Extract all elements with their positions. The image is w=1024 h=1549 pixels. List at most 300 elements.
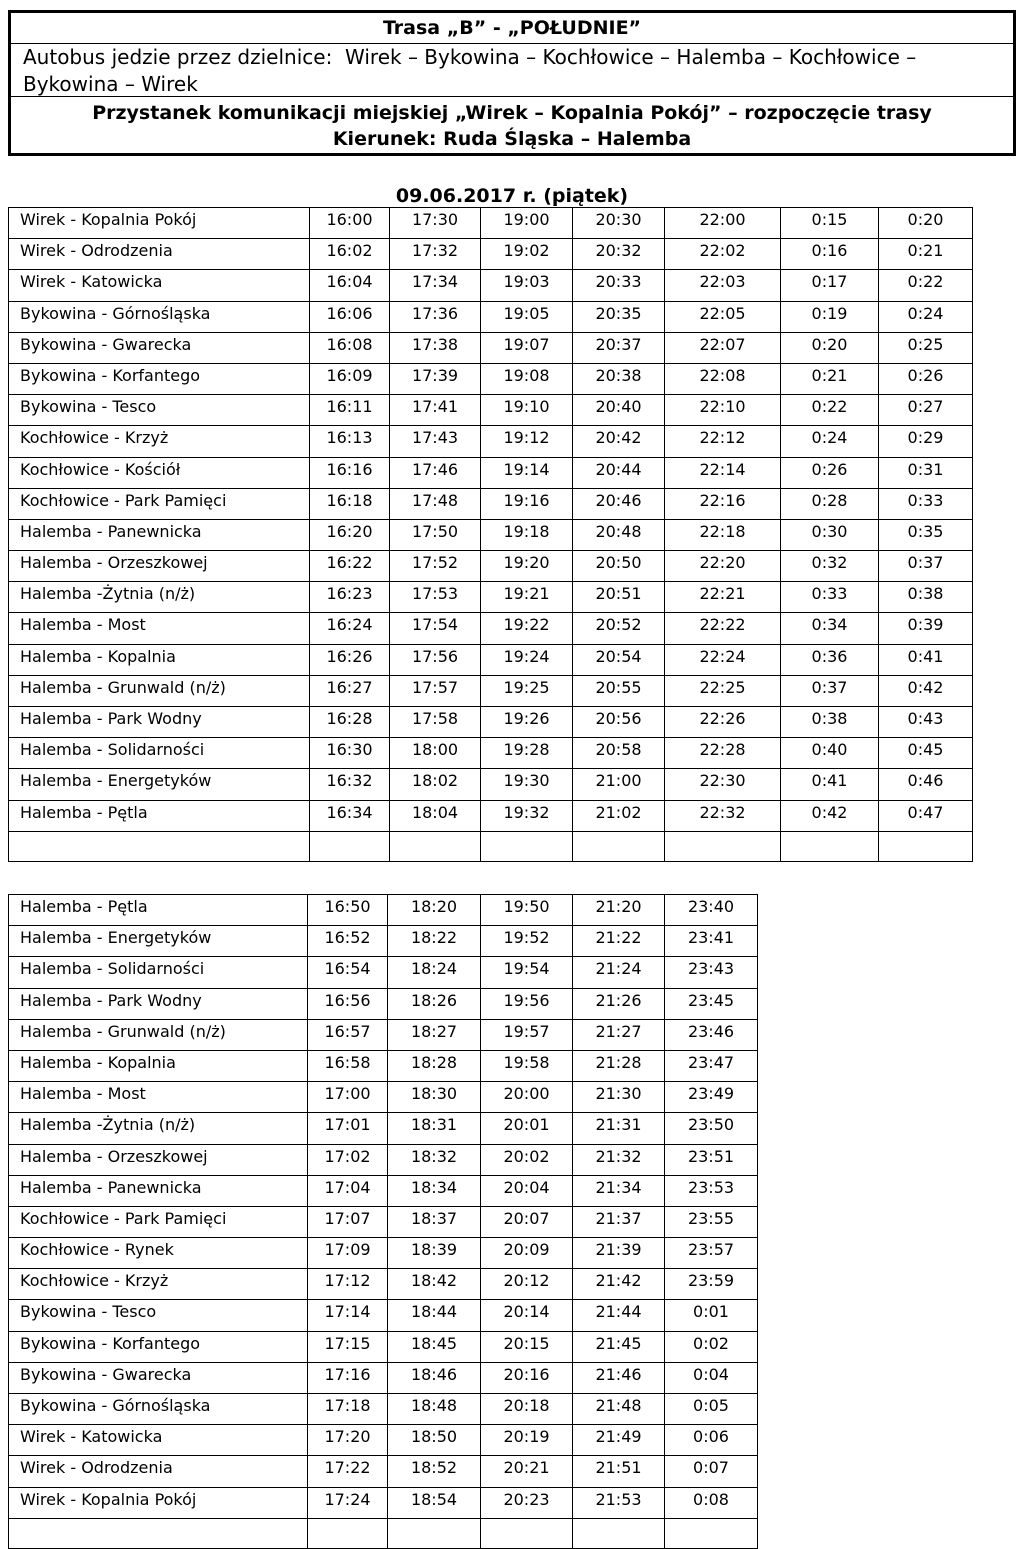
departure-time-cell: 17:50 [390,519,481,550]
route-header [8,10,1016,156]
departure-time-cell: 19:12 [481,426,573,457]
departure-time-cell: 18:30 [388,1082,481,1113]
stop-name-cell: Halemba - Kopalnia [9,1050,308,1081]
table-row [9,1238,758,1269]
departure-time-cell: 0:20 [879,208,973,239]
departure-time-cell: 18:37 [388,1206,481,1237]
departure-time-cell: 16:02 [310,239,390,270]
departure-time-cell: 17:48 [390,488,481,519]
departure-time-cell: 0:34 [781,613,879,644]
departure-time-cell: 22:32 [665,800,781,831]
departure-time-cell: 21:53 [573,1487,665,1518]
departure-time-cell: 0:39 [879,613,973,644]
departure-time-cell: 17:58 [390,707,481,738]
departure-time-cell: 16:54 [308,957,388,988]
departure-time-cell: 0:42 [879,675,973,706]
stop-name-cell: Kochłowice - Kościół [9,457,310,488]
departure-time-cell: 19:28 [481,738,573,769]
departure-time-cell: 0:17 [781,270,879,301]
departure-time-cell: 0:20 [781,332,879,363]
departure-time-cell: 18:20 [388,895,481,926]
departure-time-cell: 0:26 [781,457,879,488]
departure-time-cell: 16:18 [310,488,390,519]
table-row [9,1362,758,1393]
departure-time-cell: 17:15 [308,1331,388,1362]
departure-time-cell: 20:04 [481,1175,573,1206]
departure-time-cell: 21:34 [573,1175,665,1206]
departure-time-cell: 19:14 [481,457,573,488]
departure-time-cell: 21:32 [573,1144,665,1175]
table-row [9,519,973,550]
departure-time-cell: 0:37 [879,551,973,582]
departure-time-cell: 18:34 [388,1175,481,1206]
departure-time-cell: 22:14 [665,457,781,488]
departure-time-cell: 16:20 [310,519,390,550]
timetable-outbound [8,207,973,862]
departure-time-cell: 19:54 [481,957,573,988]
departure-time-cell: 17:52 [390,551,481,582]
departure-time-cell: 20:38 [573,363,665,394]
table-row [9,1175,758,1206]
departure-time-cell: 0:29 [879,426,973,457]
departure-time-cell: 21:37 [573,1206,665,1237]
departure-time-cell: 18:39 [388,1238,481,1269]
route-districts [11,44,1013,97]
departure-time-cell: 20:40 [573,395,665,426]
departure-time-cell: 0:21 [879,239,973,270]
departure-time-cell: 16:23 [310,582,390,613]
departure-time-cell: 20:00 [481,1082,573,1113]
departure-time-cell: 23:40 [665,895,758,926]
departure-time-cell: 22:12 [665,426,781,457]
departure-time-cell: 16:06 [310,301,390,332]
departure-time-cell: 0:46 [879,769,973,800]
departure-time-cell: 16:26 [310,644,390,675]
departure-time-cell: 23:55 [665,1206,758,1237]
table-filler-row [9,831,973,861]
departure-time-cell: 22:10 [665,395,781,426]
departure-time-cell: 0:01 [665,1300,758,1331]
departure-time-cell: 16:28 [310,707,390,738]
departure-time-cell: 16:58 [308,1050,388,1081]
departure-time-cell: 22:30 [665,769,781,800]
table-row [9,457,973,488]
departure-time-cell: 18:44 [388,1300,481,1331]
departure-time-cell: 0:42 [781,800,879,831]
route-start-stop [11,97,1013,153]
empty-cell [879,831,973,861]
stop-name-cell: Kochłowice - Rynek [9,1238,308,1269]
departure-time-cell: 22:05 [665,301,781,332]
departure-time-cell: 19:05 [481,301,573,332]
departure-time-cell: 20:02 [481,1144,573,1175]
departure-time-cell: 17:54 [390,613,481,644]
table-row [9,1082,758,1113]
departure-time-cell: 0:22 [879,270,973,301]
departure-time-cell: 0:40 [781,738,879,769]
direction-line: Kierunek: Ruda Śląska – Halemba [332,128,692,150]
departure-time-cell: 17:36 [390,301,481,332]
departure-time-cell: 21:22 [573,926,665,957]
departure-time-cell: 18:04 [390,800,481,831]
stop-name-cell: Bykowina - Korfantego [9,363,310,394]
departure-time-cell: 0:38 [781,707,879,738]
stop-name-cell: Wirek - Katowicka [9,270,310,301]
departure-time-cell: 20:12 [481,1269,573,1300]
departure-time-cell: 21:27 [573,1019,665,1050]
stop-name-cell: Halemba - Orzeszkowej [9,551,310,582]
departure-time-cell: 19:24 [481,644,573,675]
departure-time-cell: 0:33 [781,582,879,613]
departure-time-cell: 22:24 [665,644,781,675]
departure-time-cell: 16:57 [308,1019,388,1050]
departure-time-cell: 18:31 [388,1113,481,1144]
departure-time-cell: 20:55 [573,675,665,706]
empty-cell [388,1518,481,1548]
stop-name-cell: Halemba - Panewnicka [9,519,310,550]
stop-name-cell: Halemba - Grunwald (n/ż) [9,675,310,706]
departure-time-cell: 18:48 [388,1394,481,1425]
empty-cell [781,831,879,861]
departure-time-cell: 17:30 [390,208,481,239]
departure-time-cell: 16:04 [310,270,390,301]
departure-time-cell: 19:50 [481,895,573,926]
table-filler-row [9,1518,758,1548]
departure-time-cell: 17:53 [390,582,481,613]
table-row [9,644,973,675]
departure-time-cell: 16:50 [308,895,388,926]
departure-time-cell: 18:02 [390,769,481,800]
empty-cell [481,1518,573,1548]
departure-time-cell: 0:47 [879,800,973,831]
districts-line-2: Bykowina – Wirek [23,72,198,96]
departure-time-cell: 19:57 [481,1019,573,1050]
departure-time-cell: 20:16 [481,1362,573,1393]
departure-time-cell: 20:58 [573,738,665,769]
schedule-date: 09.06.2017 r. (piątek) [395,185,629,207]
table-row [9,363,973,394]
departure-time-cell: 23:47 [665,1050,758,1081]
stop-name-cell: Halemba - Kopalnia [9,644,310,675]
stop-name-cell: Kochłowice - Krzyż [9,426,310,457]
departure-time-cell: 16:09 [310,363,390,394]
departure-time-cell: 20:46 [573,488,665,519]
departure-time-cell: 19:10 [481,395,573,426]
departure-time-cell: 16:34 [310,800,390,831]
stop-name-cell: Halemba - Solidarności [9,738,310,769]
stop-name-cell: Wirek - Odrodzenia [9,1456,308,1487]
departure-time-cell: 0:32 [781,551,879,582]
table-row [9,957,758,988]
departure-time-cell: 16:32 [310,769,390,800]
table-row [9,1113,758,1144]
departure-time-cell: 0:27 [879,395,973,426]
departure-time-cell: 22:22 [665,613,781,644]
departure-time-cell: 18:27 [388,1019,481,1050]
stop-name-cell: Kochłowice - Park Pamięci [9,488,310,519]
departure-time-cell: 22:07 [665,332,781,363]
departure-time-cell: 16:16 [310,457,390,488]
departure-time-cell: 22:18 [665,519,781,550]
table-row [9,1269,758,1300]
departure-time-cell: 16:30 [310,738,390,769]
departure-time-cell: 18:50 [388,1425,481,1456]
stop-name-cell: Halemba - Energetyków [9,769,310,800]
departure-time-cell: 0:04 [665,1362,758,1393]
departure-time-cell: 22:28 [665,738,781,769]
start-stop-line: Przystanek komunikacji miejskiej „Wirek – Kopalnia Pokój” – rozpoczęcie trasy [92,102,932,124]
departure-time-cell: 17:56 [390,644,481,675]
departure-time-cell: 23:43 [665,957,758,988]
departure-time-cell: 22:00 [665,208,781,239]
departure-time-cell: 0:22 [781,395,879,426]
departure-time-cell: 19:30 [481,769,573,800]
stop-name-cell: Bykowina - Gwarecka [9,332,310,363]
departure-time-cell: 0:37 [781,675,879,706]
departure-time-cell: 22:03 [665,270,781,301]
departure-time-cell: 16:52 [308,926,388,957]
departure-time-cell: 0:08 [665,1487,758,1518]
timetable-return [8,894,758,1549]
departure-time-cell: 0:15 [781,208,879,239]
departure-time-cell: 20:44 [573,457,665,488]
table-row [9,1425,758,1456]
empty-cell [573,1518,665,1548]
departure-time-cell: 19:08 [481,363,573,394]
table-row [9,1144,758,1175]
departure-time-cell: 21:28 [573,1050,665,1081]
departure-time-cell: 17:34 [390,270,481,301]
departure-time-cell: 18:46 [388,1362,481,1393]
departure-time-cell: 0:26 [879,363,973,394]
empty-cell [665,831,781,861]
departure-time-cell: 20:50 [573,551,665,582]
departure-time-cell: 17:14 [308,1300,388,1331]
stop-name-cell: Halemba -Żytnia (n/ż) [9,1113,308,1144]
departure-time-cell: 0:06 [665,1425,758,1456]
table-row [9,1019,758,1050]
departure-time-cell: 21:42 [573,1269,665,1300]
departure-time-cell: 19:58 [481,1050,573,1081]
departure-time-cell: 22:26 [665,707,781,738]
departure-time-cell: 18:32 [388,1144,481,1175]
table-row [9,926,758,957]
table-row [9,895,758,926]
route-title: Trasa „B” - „POŁUDNIE” [11,13,1013,44]
departure-time-cell: 0:38 [879,582,973,613]
departure-time-cell: 17:09 [308,1238,388,1269]
departure-time-cell: 0:31 [879,457,973,488]
stop-name-cell: Wirek - Katowicka [9,1425,308,1456]
departure-time-cell: 23:46 [665,1019,758,1050]
departure-time-cell: 18:52 [388,1456,481,1487]
table-row [9,613,973,644]
departure-time-cell: 23:59 [665,1269,758,1300]
empty-cell [9,1518,308,1548]
stop-name-cell: Halemba - Solidarności [9,957,308,988]
table-row [9,239,973,270]
departure-time-cell: 23:50 [665,1113,758,1144]
empty-cell [390,831,481,861]
departure-time-cell: 16:22 [310,551,390,582]
departure-time-cell: 18:54 [388,1487,481,1518]
departure-time-cell: 16:08 [310,332,390,363]
table-row [9,395,973,426]
departure-time-cell: 23:57 [665,1238,758,1269]
stop-name-cell: Halemba - Park Wodny [9,988,308,1019]
departure-time-cell: 22:21 [665,582,781,613]
departure-time-cell: 21:31 [573,1113,665,1144]
departure-time-cell: 17:39 [390,363,481,394]
departure-time-cell: 0:24 [879,301,973,332]
table-row [9,1206,758,1237]
departure-time-cell: 19:56 [481,988,573,1019]
departure-time-cell: 17:32 [390,239,481,270]
departure-time-cell: 16:24 [310,613,390,644]
departure-time-cell: 20:30 [573,208,665,239]
departure-time-cell: 19:02 [481,239,573,270]
table-row [9,707,973,738]
table-row [9,988,758,1019]
departure-time-cell: 18:24 [388,957,481,988]
departure-time-cell: 17:41 [390,395,481,426]
departure-time-cell: 19:25 [481,675,573,706]
stop-name-cell: Halemba - Pętla [9,895,308,926]
departure-time-cell: 18:26 [388,988,481,1019]
departure-time-cell: 23:41 [665,926,758,957]
empty-cell [665,1518,758,1548]
departure-time-cell: 0:05 [665,1394,758,1425]
departure-time-cell: 20:18 [481,1394,573,1425]
departure-time-cell: 17:46 [390,457,481,488]
departure-time-cell: 19:26 [481,707,573,738]
departure-time-cell: 18:42 [388,1269,481,1300]
stop-name-cell: Bykowina - Tesco [9,1300,308,1331]
departure-time-cell: 20:52 [573,613,665,644]
stop-name-cell: Kochłowice - Park Pamięci [9,1206,308,1237]
departure-time-cell: 0:41 [879,644,973,675]
table-row [9,675,973,706]
empty-cell [9,831,310,861]
departure-time-cell: 0:41 [781,769,879,800]
stop-name-cell: Halemba - Pętla [9,800,310,831]
departure-time-cell: 20:14 [481,1300,573,1331]
departure-time-cell: 17:18 [308,1394,388,1425]
table-row [9,270,973,301]
stop-name-cell: Halemba - Most [9,1082,308,1113]
stop-name-cell: Halemba - Orzeszkowej [9,1144,308,1175]
departure-time-cell: 22:20 [665,551,781,582]
departure-time-cell: 16:27 [310,675,390,706]
departure-time-cell: 0:24 [781,426,879,457]
stop-name-cell: Bykowina - Tesco [9,395,310,426]
departure-time-cell: 20:15 [481,1331,573,1362]
table-row [9,426,973,457]
departure-time-cell: 18:28 [388,1050,481,1081]
departure-time-cell: 23:51 [665,1144,758,1175]
departure-time-cell: 21:44 [573,1300,665,1331]
table-row [9,1050,758,1081]
departure-time-cell: 22:02 [665,239,781,270]
departure-time-cell: 17:00 [308,1082,388,1113]
departure-time-cell: 19:00 [481,208,573,239]
stop-name-cell: Halemba -Żytnia (n/ż) [9,582,310,613]
stop-name-cell: Bykowina - Korfantego [9,1331,308,1362]
stop-name-cell: Halemba - Energetyków [9,926,308,957]
departure-time-cell: 0:28 [781,488,879,519]
departure-time-cell: 20:48 [573,519,665,550]
table-row [9,769,973,800]
departure-time-cell: 20:42 [573,426,665,457]
stop-name-cell: Halemba - Park Wodny [9,707,310,738]
departure-time-cell: 21:46 [573,1362,665,1393]
departure-time-cell: 17:57 [390,675,481,706]
departure-time-cell: 20:56 [573,707,665,738]
departure-time-cell: 17:02 [308,1144,388,1175]
departure-time-cell: 17:07 [308,1206,388,1237]
departure-time-cell: 19:18 [481,519,573,550]
departure-time-cell: 19:21 [481,582,573,613]
departure-time-cell: 18:45 [388,1331,481,1362]
table-row [9,1456,758,1487]
departure-time-cell: 22:16 [665,488,781,519]
table-row [9,582,973,613]
table-row [9,738,973,769]
departure-time-cell: 20:51 [573,582,665,613]
departure-time-cell: 21:48 [573,1394,665,1425]
departure-time-cell: 20:01 [481,1113,573,1144]
stop-name-cell: Bykowina - Gwarecka [9,1362,308,1393]
table-row [9,332,973,363]
departure-time-cell: 22:08 [665,363,781,394]
departure-time-cell: 0:33 [879,488,973,519]
table-row [9,1394,758,1425]
departure-time-cell: 0:02 [665,1331,758,1362]
departure-time-cell: 21:39 [573,1238,665,1269]
departure-time-cell: 20:21 [481,1456,573,1487]
departure-time-cell: 17:43 [390,426,481,457]
departure-time-cell: 0:25 [879,332,973,363]
stop-name-cell: Wirek - Odrodzenia [9,239,310,270]
departure-time-cell: 20:32 [573,239,665,270]
stop-name-cell: Bykowina - Górnośląska [9,301,310,332]
departure-time-cell: 16:56 [308,988,388,1019]
departure-time-cell: 0:30 [781,519,879,550]
departure-time-cell: 19:32 [481,800,573,831]
departure-time-cell: 21:45 [573,1331,665,1362]
departure-time-cell: 20:35 [573,301,665,332]
departure-time-cell: 0:07 [665,1456,758,1487]
table-row [9,1300,758,1331]
departure-time-cell: 23:49 [665,1082,758,1113]
departure-time-cell: 19:16 [481,488,573,519]
stop-name-cell: Wirek - Kopalnia Pokój [9,1487,308,1518]
departure-time-cell: 17:24 [308,1487,388,1518]
departure-time-cell: 20:54 [573,644,665,675]
departure-time-cell: 23:45 [665,988,758,1019]
empty-cell [573,831,665,861]
departure-time-cell: 20:23 [481,1487,573,1518]
stop-name-cell: Halemba - Most [9,613,310,644]
empty-cell [310,831,390,861]
departure-time-cell: 20:33 [573,270,665,301]
departure-time-cell: 19:52 [481,926,573,957]
departure-time-cell: 20:37 [573,332,665,363]
table-row [9,551,973,582]
departure-time-cell: 0:43 [879,707,973,738]
departure-time-cell: 16:11 [310,395,390,426]
table-row [9,800,973,831]
